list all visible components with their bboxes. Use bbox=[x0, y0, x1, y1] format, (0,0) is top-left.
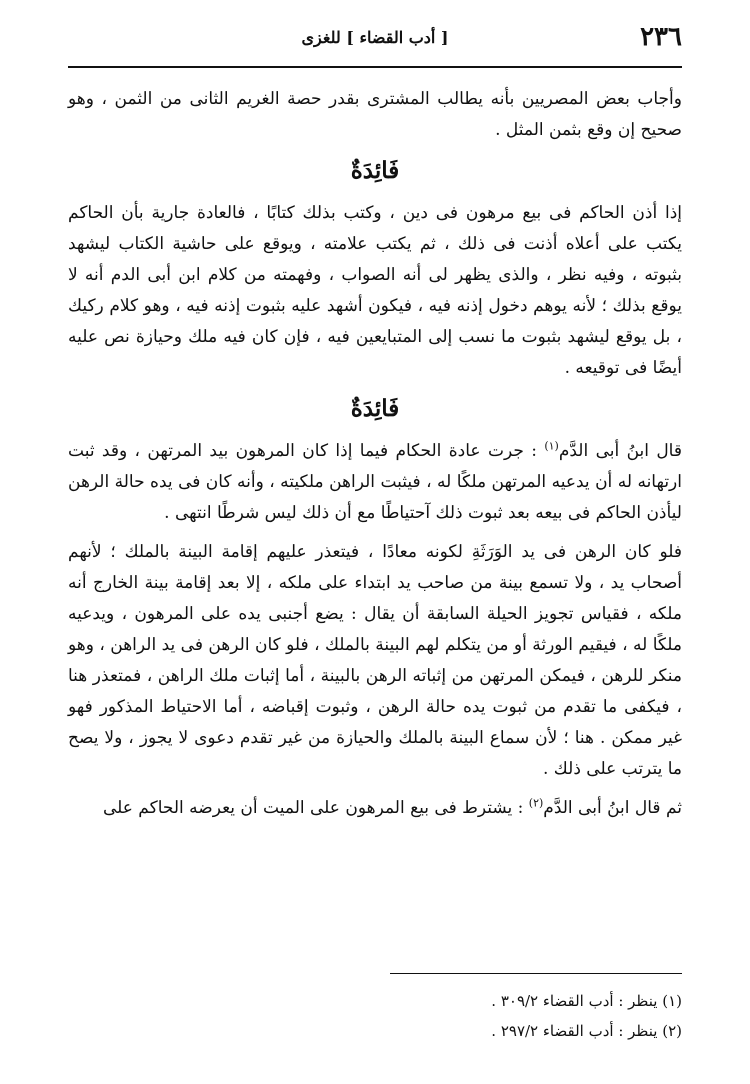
paragraph bbox=[68, 436, 682, 529]
section-heading: فَائِدَةٌ bbox=[350, 395, 400, 422]
paragraph-text: ثم قال ابنُ أبى الدَّم bbox=[543, 798, 682, 818]
footnote: (١) ينظر : أدب القضاء ٣٠٩/٢ . bbox=[491, 992, 682, 1010]
footnote: (٢) ينظر : أدب القضاء ٢٩٧/٢ . bbox=[491, 1022, 682, 1040]
paragraph-text: : يشترط فى بيع المرهون على الميت أن يعرضه الحاكم على bbox=[102, 798, 529, 818]
paragraph: إذا أذن الحاكم فى بيع مرهون فى دين ، وكتب بذلك كتابًا ، فالعادة جارية بأن الحاكم يكتب على أعلاه أذنت فى ذلك ، ثم يكتب علامته ، ويوقع على حاشية الكتاب ليشهد بثبوته ، وفيه نظر ، والذى يظهر لى أنه الصواب ، وفهمته من كلام ابن أبى الدم أنه لا يوقع بذلك ؛ لأنه يوهم دخول إذنه فيه ، فيكون أشهد عليه بثبوت إذنه فيه ، وهو كلام ركيك ، بل يوقع ليشهد بثبوت ما نسب إلى المتبايعين فيه ، فإن كان فيه ملك وحيازة نص عليه أيضًا فى توقيعه . bbox=[68, 203, 682, 378]
header-rule bbox=[68, 66, 682, 68]
paragraph-text: : جرت عادة الحكام فيما إذا كان المرهون بيد المرتهن ، وقد ثبت ارتهانه له أن يدعيه المرتهن ملكًا له ، فيثبت الراهن ملكيته ، وأنه كان فى يده حالة الرهن ليأذن الحاكم فى بيعه بعد ثبوت ذلك آحتياطًا مع أن ذلك ليس شرطًا انتهى . bbox=[68, 441, 682, 523]
page-body bbox=[68, 84, 682, 832]
footnote-rule bbox=[390, 973, 682, 974]
footnotes bbox=[68, 986, 682, 1046]
paragraph-text: قال ابنُ أبى الدَّم bbox=[558, 441, 682, 461]
paragraph: فلو كان الرهن فى يد الوَرَثَةِ لكونه معادًا ، فيتعذر عليهم إقامة البينة بالملك ؛ لأنهم أصحاب يد ، ولا تسمع بينة من صاحب يد ابتداء على ملكه ، إلا بعد إقامة بينة الخارج أنه ملكه ، فقياس تجويز الحيلة السابقة أن يقال : يضع أجنبى يده على المرهون ، ويدعيه ملكًا له ، فيقيم الورثة أو من يتكلم لهم البينة بالملك ، فلو كان الرهن فى يد الراهن ، وهو منكر للرهن ، فيمكن المرتهن من إثباته الرهن بالبينة ، أما إثبات ملك الراهن ، فمتعذر هنا ، فيكفى ما تقدم من ثبوت يده حالة الرهن ، وثبوت إقباضه ، أما الاحتياط المذكور فهو غير ممكن . هنا ؛ لأن سماع البينة بالملك والحيازة من غير تقدم دعوى لا يجوز ، ولا يصح ما يترتب على ذلك . bbox=[68, 542, 682, 779]
running-title: [ أدب القضاء ] للغزى bbox=[301, 28, 449, 47]
footnote-reference[interactable]: (١) bbox=[544, 439, 559, 453]
footnote-reference[interactable]: (٢) bbox=[528, 796, 544, 810]
paragraph: وأجاب بعض المصريين بأنه يطالب المشترى بقدر حصة الغريم الثانى من الثمن ، وهو صحيح إن وقع بثمن المثل . bbox=[68, 89, 682, 140]
section-heading: فَائِدَةٌ bbox=[350, 157, 400, 184]
page-number: ٢٣٦ bbox=[640, 22, 682, 52]
paragraph bbox=[68, 793, 682, 824]
page-header bbox=[68, 22, 682, 56]
